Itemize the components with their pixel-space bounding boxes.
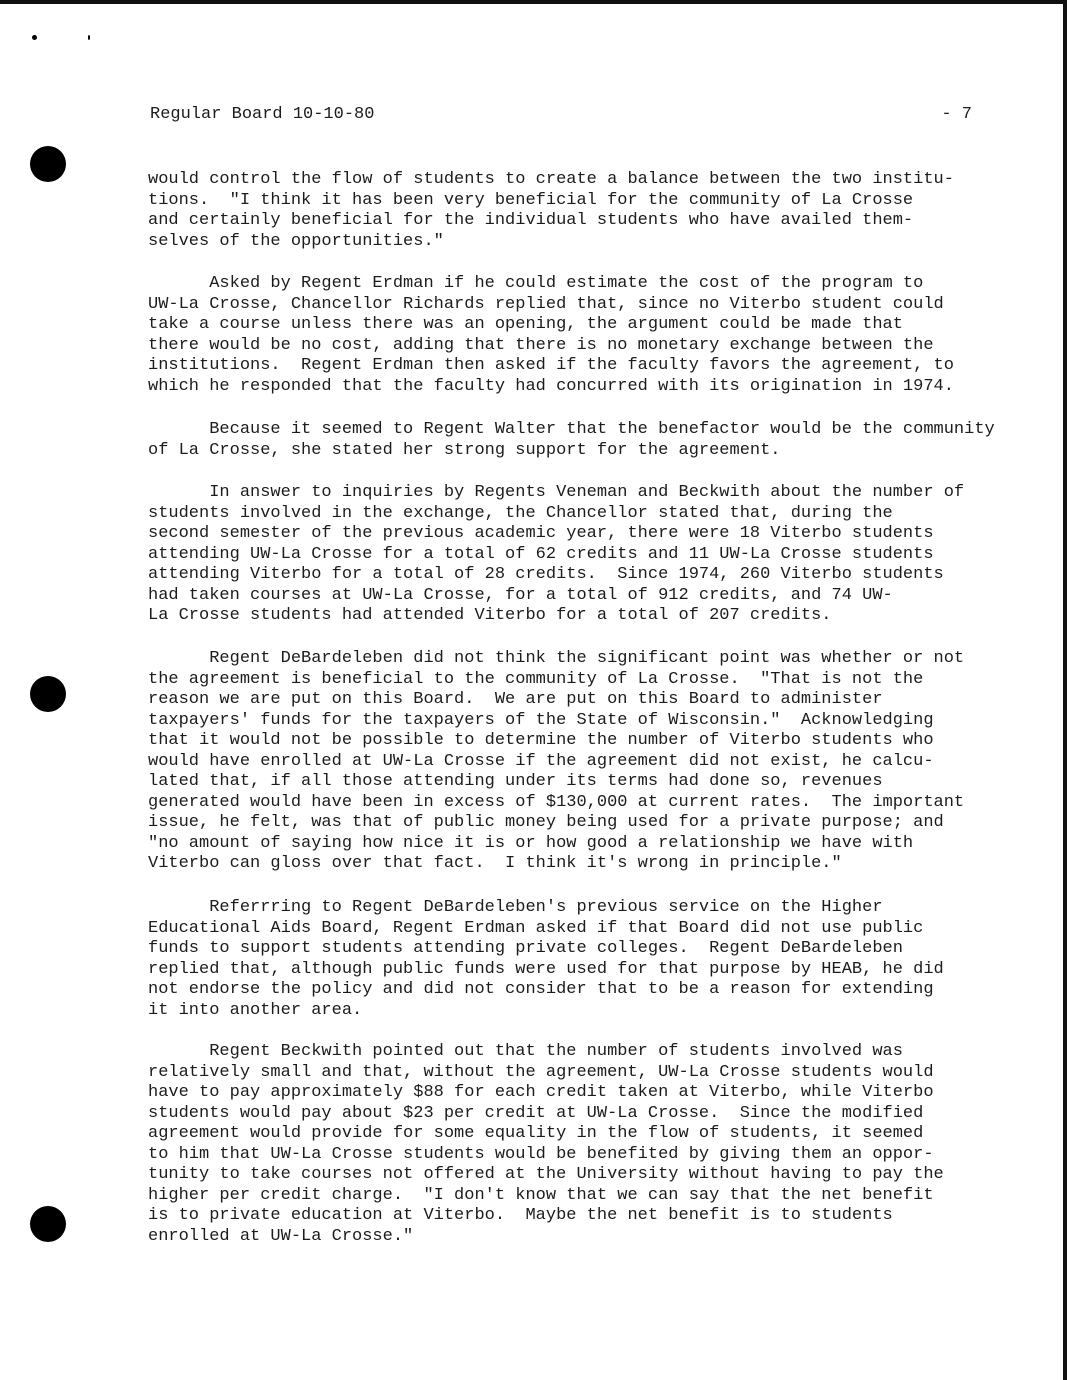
text-line: not endorse the policy and did not consider that to be a reason for extending	[148, 980, 934, 999]
text-line: Viterbo can gloss over that fact. I think it's wrong in principle."	[148, 854, 842, 873]
text-line: had taken courses at UW-La Crosse, for a total of 912 credits, and 74 UW-	[148, 585, 893, 605]
text-line: relatively small and that, without the agreement, UW-La Crosse students would	[148, 1062, 934, 1082]
text-line: second semester of the previous academic year, there were 18 Viterbo students	[148, 524, 934, 543]
punch-hole-bottom	[30, 1206, 66, 1242]
paragraph	[148, 420, 995, 461]
text-line: Asked by Regent Erdman if he could estimate the cost of the program to	[148, 274, 924, 293]
scan-speck	[88, 35, 90, 40]
text-line: La Crosse students had attended Viterbo for a total of 207 credits.	[148, 606, 832, 625]
text-line: there would be no cost, adding that there is no monetary exchange between the	[148, 335, 934, 355]
text-line: institutions. Regent Erdman then asked if the faculty favors the agreement, to	[148, 356, 954, 375]
text-line: it into another area.	[148, 1000, 363, 1020]
text-line: Educational Aids Board, Regent Erdman asked if that Board did not use public	[148, 918, 924, 938]
text-line: is to private education at Viterbo. Maybe the net benefit is to students	[148, 1206, 893, 1225]
page-number: - 7	[941, 105, 972, 124]
text-line: taxpayers' funds for the taxpayers of the State of Wisconsin." Acknowledging	[148, 710, 934, 730]
text-line: Regent Beckwith pointed out that the number of students involved was	[148, 1042, 903, 1061]
text-line: funds to support students attending private colleges. Regent DeBardeleben	[148, 939, 903, 958]
scan-speck	[32, 35, 37, 40]
text-line: students would pay about $23 per credit at UW-La Crosse. Since the modified	[148, 1103, 924, 1123]
punch-hole-top	[30, 146, 66, 182]
text-line: take a course unless there was an opening, the argument could be made that	[148, 315, 903, 334]
text-line: that it would not be possible to determine the number of Viterbo students who	[148, 731, 934, 750]
text-line: tions. "I think it has been very beneficial for the community of La Crosse	[148, 190, 914, 210]
text-line: have to pay approximately $88 for each credit taken at Viterbo, while Viterbo	[148, 1083, 934, 1102]
text-line: generated would have been in excess of $130,000 at current rates. The important	[148, 792, 965, 812]
paragraph	[148, 274, 954, 397]
text-line: attending Viterbo for a total of 28 credits. Since 1974, 260 Viterbo students	[148, 565, 944, 584]
text-line: "no amount of saying how nice it is or how good a relationship we have with	[148, 833, 914, 853]
text-line: Because it seemed to Regent Walter that the benefactor would be the community	[148, 420, 995, 439]
text-line: reason we are put on this Board. We are put on this Board to administer	[148, 690, 883, 709]
text-line: would have enrolled at UW-La Crosse if the agreement did not exist, he calcu-	[148, 751, 934, 771]
text-line: Referrring to Regent DeBardeleben's previous service on the Higher	[148, 898, 883, 917]
paragraph	[148, 483, 964, 627]
text-line: students involved in the exchange, the Chancellor stated that, during the	[148, 503, 893, 523]
paragraph	[148, 898, 944, 1021]
scan-top-edge	[0, 0, 1067, 4]
text-line: attending UW-La Crosse for a total of 62 credits and 11 UW-La Crosse students	[148, 544, 934, 564]
text-line: enrolled at UW-La Crosse."	[148, 1226, 414, 1246]
text-line: of La Crosse, she stated her strong support for the agreement.	[148, 440, 781, 460]
text-line: Regent DeBardeleben did not think the significant point was whether or not	[148, 649, 965, 668]
text-line: the agreement is beneficial to the community of La Crosse. "That is not the	[148, 669, 924, 689]
text-line: selves of the opportunities."	[148, 231, 444, 251]
paragraph	[148, 1042, 944, 1247]
text-line: would control the flow of students to create a balance between the two institu-	[148, 170, 954, 189]
text-line: which he responded that the faculty had concurred with its origination in 1974.	[148, 376, 954, 396]
text-line: issue, he felt, was that of public money being used for a private purpose; and	[148, 813, 944, 832]
scan-right-edge	[1063, 0, 1067, 1380]
paragraph	[148, 170, 954, 252]
text-line: UW-La Crosse, Chancellor Richards replied that, since no Viterbo student could	[148, 294, 944, 314]
text-line: replied that, although public funds were used for that purpose by HEAB, he did	[148, 959, 944, 979]
text-line: higher per credit charge. "I don't know that we can say that the net benefit	[148, 1185, 934, 1205]
text-line: to him that UW-La Crosse students would be benefited by giving them an oppor-	[148, 1144, 934, 1164]
text-line: lated that, if all those attending under its terms had done so, revenues	[148, 772, 883, 791]
text-line: and certainly beneficial for the individual students who have availed them-	[148, 211, 914, 230]
text-line: tunity to take courses not offered at the University without having to pay the	[148, 1165, 944, 1184]
paragraph	[148, 649, 964, 875]
text-line: agreement would provide for some equality in the flow of students, it seemed	[148, 1124, 924, 1143]
punch-hole-middle	[30, 676, 66, 712]
header-meeting-date: Regular Board 10-10-80	[150, 105, 375, 124]
text-line: In answer to inquiries by Regents Veneman and Beckwith about the number of	[148, 483, 965, 502]
